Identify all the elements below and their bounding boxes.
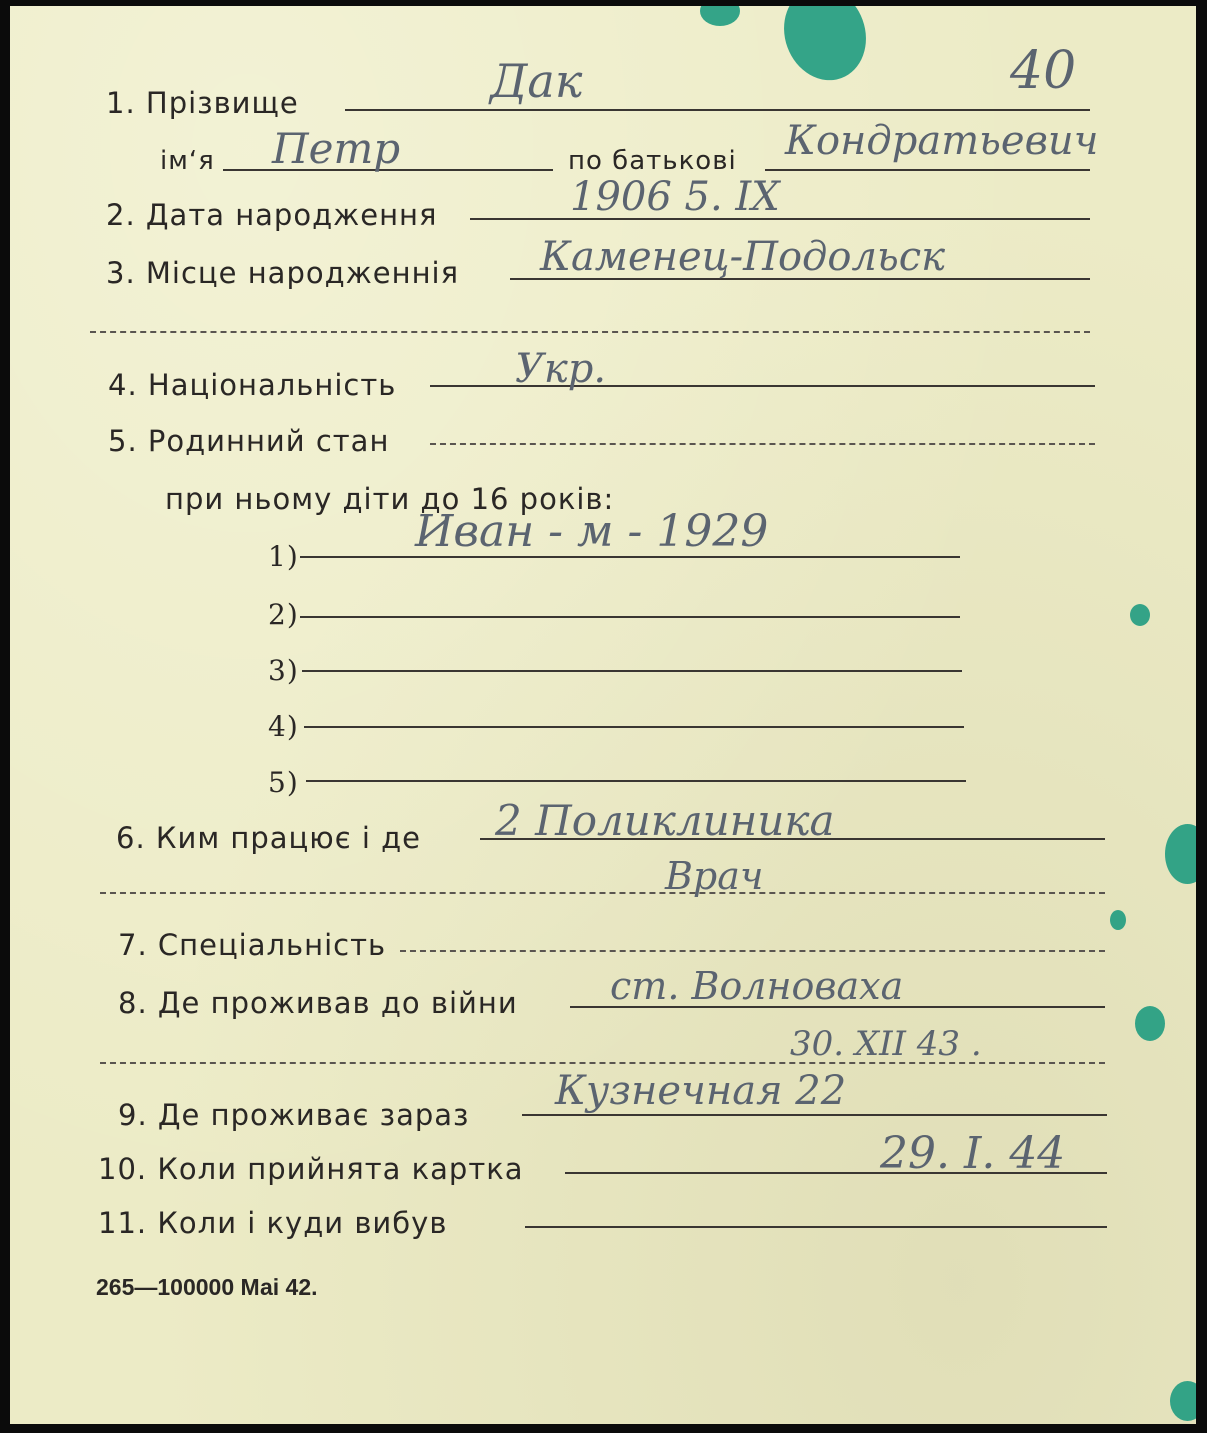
- field-current-residence-line: [522, 1114, 1107, 1116]
- child-3-line: [302, 670, 962, 672]
- field-prewar-residence-line-2: [100, 1062, 1105, 1064]
- handwritten-work-2: Врач: [665, 854, 764, 898]
- handwritten-work: 2 Поликлиника: [495, 796, 835, 845]
- field-prewar-residence-label: 8. Де проживав до війни: [118, 986, 518, 1020]
- registration-card: [10, 6, 1196, 1424]
- field-birth-place-label: 3. Місце народженнія: [106, 256, 460, 290]
- field-family-status-label: 5. Родинний стан: [108, 424, 390, 458]
- handwritten-nationality: Укр.: [515, 346, 607, 392]
- child-2-label: 2): [268, 598, 299, 631]
- field-birth-place-line-2: [90, 331, 1090, 333]
- field-specialty-label: 7. Спеціальність: [118, 928, 387, 962]
- handwritten-first-name: Петр: [272, 124, 401, 173]
- field-work-line-2: [100, 892, 1105, 894]
- handwritten-patronymic: Кондратьевич: [785, 118, 1099, 164]
- handwritten-birth-date: 1906 5. IX: [570, 174, 780, 220]
- ink-stain: [700, 6, 740, 26]
- ink-stain: [1130, 604, 1150, 626]
- ink-stain: [1135, 1006, 1165, 1041]
- field-departed-line: [525, 1226, 1107, 1228]
- field-patronymic-line: [765, 169, 1090, 171]
- field-surname-line: [345, 109, 1090, 111]
- field-departed-label: 11. Коли і куди вибув: [98, 1206, 448, 1240]
- child-5-line: [306, 780, 966, 782]
- child-4-line: [304, 726, 964, 728]
- print-mark: 265—100000 Маі 42.: [96, 1274, 318, 1300]
- field-card-accepted-label: 10. Коли прийнята картка: [98, 1152, 524, 1186]
- children-label: при ньому діти до 16 років:: [165, 482, 615, 516]
- handwritten-surname: Дак: [490, 54, 583, 108]
- child-1-label: 1): [268, 540, 299, 573]
- handwritten-birth-place: Каменец-Подольск: [540, 234, 946, 280]
- handwritten-card-date: 29. I. 44: [880, 1128, 1066, 1179]
- handwritten-prewar-date: 30. XII 43 .: [790, 1024, 982, 1064]
- ink-stain: [1110, 910, 1126, 930]
- field-nationality-label: 4. Національність: [108, 368, 397, 402]
- child-4-label: 4): [268, 710, 299, 743]
- field-family-status-line: [430, 443, 1095, 445]
- child-2-line: [300, 616, 960, 618]
- child-5-label: 5): [268, 766, 299, 799]
- handwritten-prewar-residence: ст. Волноваха: [610, 964, 904, 1008]
- field-birth-date-label: 2. Дата народження: [106, 198, 438, 232]
- handwritten-child-1: Иван - м - 1929: [415, 506, 769, 557]
- field-specialty-line: [400, 950, 1105, 952]
- field-current-residence-label: 9. Де проживає зараз: [118, 1098, 470, 1132]
- field-first-name-label: ім‘я: [160, 146, 215, 176]
- field-patronymic-label: по батькові: [568, 146, 737, 176]
- field-birth-date-line: [470, 218, 1090, 220]
- handwritten-card-number: 40: [1010, 41, 1077, 101]
- child-3-label: 3): [268, 654, 299, 687]
- field-surname-label: 1. Прізвище: [106, 86, 299, 120]
- ink-stain: [1165, 824, 1196, 884]
- ink-stain: [771, 6, 879, 92]
- ink-stain: [1170, 1381, 1196, 1421]
- field-work-label: 6. Ким працює і де: [116, 821, 422, 855]
- handwritten-current-residence: Кузнечная 22: [555, 1068, 847, 1114]
